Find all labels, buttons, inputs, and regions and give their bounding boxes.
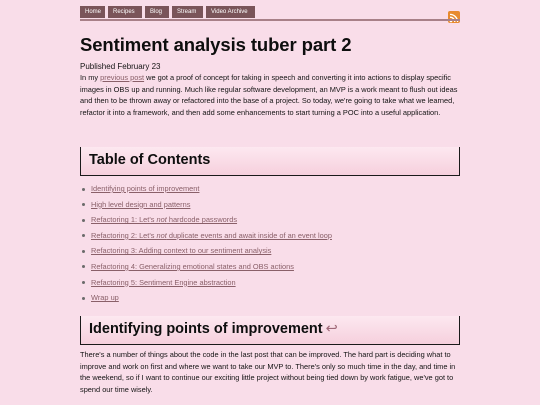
- toc-link-text: duplicate events and await inside of an event loop: [166, 230, 332, 240]
- top-nav: [80, 6, 460, 20]
- toc-item: [80, 181, 460, 197]
- toc-list: [80, 181, 460, 306]
- toc-link-text: hardcode passwords: [166, 215, 238, 225]
- bullet-icon: [82, 203, 85, 206]
- intro-text-before: In my: [80, 73, 101, 82]
- back-to-top-icon[interactable]: ↩: [325, 321, 338, 337]
- toc-item: [80, 290, 460, 306]
- rss-icon[interactable]: [448, 11, 460, 23]
- section-paragraph: There's a number of things about the code in the last post that can be improved. The hard part is deciding what to improve and work on first and where we want to take our MVP to. There's only so much time in the day, and time in the weekend, so if I want to continue our exciting little project without being tied down by work fatigue, we've got to spend our time wisely.: [80, 350, 456, 395]
- bullet-icon: [82, 188, 85, 191]
- nav-blog[interactable]: Blog: [145, 6, 169, 18]
- toc-item: [80, 212, 460, 228]
- intro-text-after: we got a proof of concept for taking in speech and converting it into actions to display specific images in OBS up and running. Much like regular software development, an MVP is a work meant to flush out ideas and then to be thrown away or refactored into the base of a project. So today, we're going to take what we learned, refactor it into a framework, and then add some enhancements to start turning a POC into a useful application.: [80, 73, 458, 118]
- toc-link-emphasis: not: [156, 230, 167, 240]
- toc-link-text: Refactoring 5: Sentiment Engine abstraction: [91, 277, 236, 287]
- intro-paragraph: [80, 72, 462, 119]
- toc-link-design[interactable]: [91, 200, 190, 209]
- nav-stream[interactable]: Stream: [172, 6, 203, 18]
- rss-icon-glyph: [448, 12, 460, 23]
- toc-link-text: Identifying points of improvement: [91, 184, 200, 193]
- toc-link-text: Refactoring 3: Adding context to our sentiment analysis: [91, 246, 272, 256]
- toc-item: [80, 243, 460, 259]
- toc-link-identifying[interactable]: [91, 184, 199, 193]
- bullet-icon: [82, 219, 85, 222]
- toc-link-text: Wrap up: [91, 293, 119, 303]
- toc-link-refactoring-5[interactable]: [91, 278, 236, 287]
- toc-link-refactoring-1[interactable]: [91, 215, 237, 224]
- toc-link-text: Refactoring 4: Generalizing emotional states and OBS actions: [91, 261, 294, 271]
- nav-video-archive[interactable]: Video Archive: [206, 6, 255, 18]
- toc-item: [80, 275, 460, 291]
- previous-post-link[interactable]: previous post: [100, 73, 145, 82]
- bullet-icon: [82, 250, 85, 253]
- toc-item: [80, 197, 460, 213]
- toc-link-wrap-up[interactable]: [91, 293, 119, 302]
- toc-link-emphasis: not: [156, 215, 167, 225]
- section-heading: [89, 321, 338, 337]
- toc-item: [80, 228, 460, 244]
- section-heading-text: Identifying points of improvement: [89, 321, 323, 337]
- toc-link-text: Refactoring 1: Let's: [91, 215, 157, 225]
- bullet-icon: [82, 265, 85, 268]
- toc-link-refactoring-3[interactable]: [91, 246, 271, 255]
- toc-link-text: Refactoring 2: Let's: [91, 230, 157, 240]
- nav-home[interactable]: Home: [80, 6, 105, 18]
- toc-heading-box: [80, 147, 460, 176]
- page-title: Sentiment analysis tuber part 2: [80, 34, 352, 55]
- toc-link-text: High level design and patterns: [91, 199, 191, 209]
- toc-heading: Table of Contents: [89, 152, 211, 168]
- bullet-icon: [82, 281, 85, 284]
- toc-item: [80, 259, 460, 275]
- nav-divider: [80, 19, 460, 21]
- toc-link-refactoring-4[interactable]: [91, 262, 294, 271]
- section-heading-box: [80, 316, 460, 345]
- bullet-icon: [82, 234, 85, 237]
- toc-link-refactoring-2[interactable]: [91, 231, 332, 240]
- nav-recipes[interactable]: Recipes: [108, 6, 142, 18]
- bullet-icon: [82, 297, 85, 300]
- published-date: Published February 23: [80, 62, 161, 71]
